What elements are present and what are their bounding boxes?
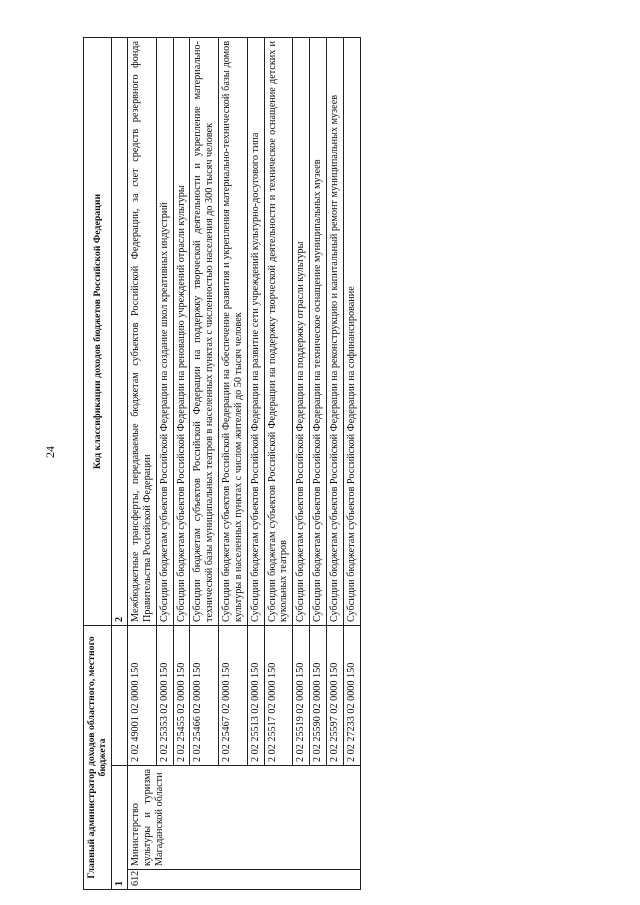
- revenue-description: Субсидии бюджетам субъектов Российской Федерации на обеспечение развития и укрепления материально-технической базы домов культуры в населенных пунктах с числом жителей до 50 тысяч человек: [219, 37, 248, 625]
- table-row: [293, 37, 310, 889]
- table-row: [247, 37, 264, 889]
- header-classification-code: Код классификации доходов бюджетов Российской Федерации: [84, 37, 112, 625]
- revenue-description: Субсидии бюджетам субъектов Российской Федерации на техническое оснащение муниципальных музеев: [310, 37, 327, 625]
- revenue-description: Субсидии бюджетам субъектов Российской Федерации на поддержку творческой деятельности и техническое оснащение детских и кукольных театров: [264, 37, 293, 625]
- column-number-2: 2: [111, 37, 128, 625]
- column-number-empty: [111, 625, 128, 765]
- header-administrator: Главный администратор доходов областного, местного бюджета: [84, 625, 112, 889]
- revenue-description: Субсидии бюджетам субъектов Российской Федерации на развитие сети учреждений культурно-досугового типа: [247, 37, 264, 625]
- table-row: [310, 37, 327, 889]
- revenue-code: 2 02 27233 02 0000 150: [343, 625, 360, 765]
- rotated-page: [83, 38, 603, 890]
- table-row: [128, 37, 157, 889]
- revenue-code: 2 02 25353 02 0000 150: [156, 625, 173, 765]
- revenue-description: Субсидии бюджетам субъектов Российской Федерации на софинансирование: [343, 37, 360, 625]
- table-row: [264, 37, 293, 889]
- revenue-code: 2 02 25517 02 0000 150: [264, 625, 293, 765]
- revenue-code: 2 02 25466 02 0000 150: [190, 625, 219, 765]
- revenue-description: Субсидии бюджетам субъектов Российской Федерации на реконструкцию и капитальный ремонт муниципальных музеев: [326, 37, 343, 625]
- revenue-code: 2 02 49001 02 0000 150: [128, 625, 157, 765]
- table-row: [343, 37, 360, 889]
- column-number-1: 1: [111, 766, 128, 890]
- administrator-name: Министерство культуры и туризма Магаданской области: [128, 766, 360, 870]
- table-row: [190, 37, 219, 889]
- table-row: [219, 37, 248, 889]
- revenue-code: 2 02 25590 02 0000 150: [310, 625, 327, 765]
- revenue-description: Межбюджетные трансферты, передаваемые бюджетам субъектов Российской Федерации, за счет средств резервного фонда Правительства Российской Федерации: [128, 37, 157, 625]
- revenue-description: Субсидии бюджетам субъектов Российской Федерации на создание школ креативных индустрий: [156, 37, 173, 625]
- table-row: [173, 37, 190, 889]
- revenue-classification-table: [83, 37, 361, 890]
- revenue-code: 2 02 25597 02 0000 150: [326, 625, 343, 765]
- revenue-code: 2 02 25513 02 0000 150: [247, 625, 264, 765]
- revenue-description: Субсидии бюджетам субъектов Российской Федерации на поддержку творческой деятельности и укрепление материально-технической базы муниципальных театров в населенных пунктах с численностью населения до 300 тысяч человек: [190, 37, 219, 625]
- revenue-code: 2 02 25467 02 0000 150: [219, 625, 248, 765]
- table-row: [326, 37, 343, 889]
- revenue-description: Субсидии бюджетам субъектов Российской Федерации на реновацию учреждений отрасли культуры: [173, 37, 190, 625]
- column-number-row: [111, 37, 128, 889]
- revenue-code: 2 02 25519 02 0000 150: [293, 625, 310, 765]
- revenue-code: 2 02 25455 02 0000 150: [173, 625, 190, 765]
- table-row: [156, 37, 173, 889]
- page-number: 24: [43, 446, 57, 458]
- table-header-row: [84, 37, 112, 889]
- revenue-description: Субсидии бюджетам субъектов Российской Федерации на поддержку отрасли культуры: [293, 37, 310, 625]
- administrator-code: 612: [128, 870, 360, 890]
